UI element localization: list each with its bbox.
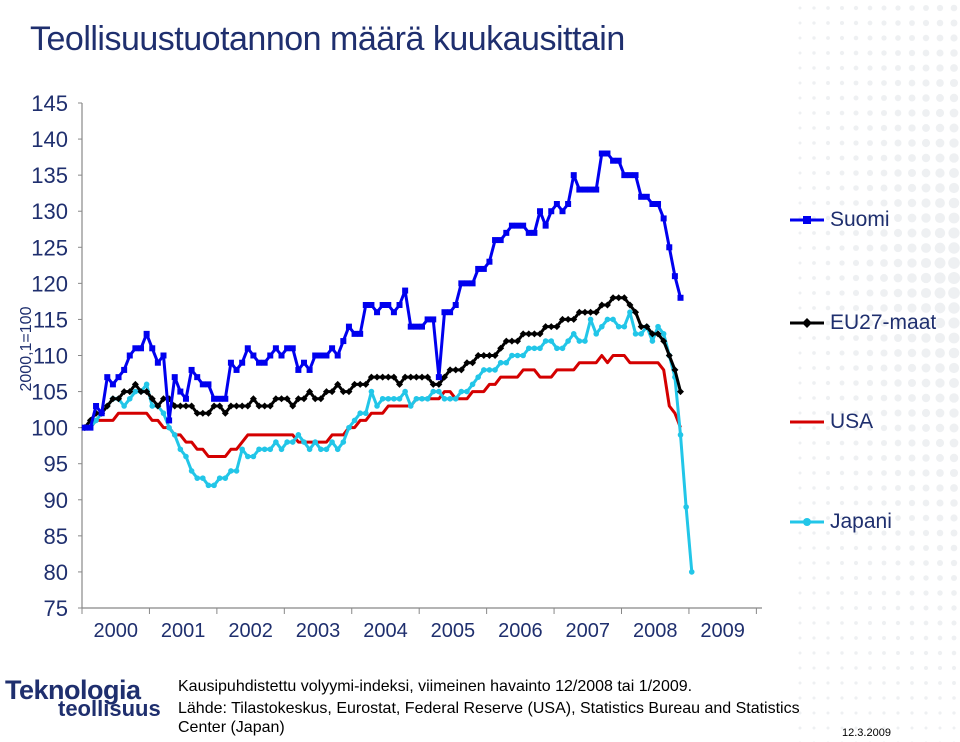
data-point-japani <box>565 338 571 344</box>
data-point-suomi <box>104 374 110 380</box>
page-title: Teollisuustuotannon määrä kuukausittain <box>30 20 625 58</box>
data-point-suomi <box>543 223 549 229</box>
data-point-japani <box>189 468 195 474</box>
data-point-suomi <box>576 187 582 193</box>
data-point-suomi <box>250 353 256 359</box>
data-point-suomi <box>588 187 594 193</box>
data-point-japani <box>492 367 498 373</box>
legend-label-eu27: EU27-maat <box>830 311 937 334</box>
y-tick-label: 105 <box>31 379 68 405</box>
legend-item-usa <box>790 407 873 437</box>
data-point-japani <box>256 446 262 452</box>
data-point-japani <box>459 389 465 395</box>
data-point-suomi <box>627 172 633 178</box>
data-point-suomi <box>217 396 223 402</box>
y-tick-label: 140 <box>31 127 68 153</box>
data-point-suomi <box>346 324 352 330</box>
logo-teollisuus: teollisuus <box>58 696 161 721</box>
data-point-japani <box>397 396 403 402</box>
data-point-suomi <box>559 208 565 214</box>
series-line-suomi <box>85 154 681 428</box>
data-point-japani <box>453 396 459 402</box>
data-point-suomi <box>262 360 268 366</box>
logo-teknologia: Teknologia <box>5 675 141 705</box>
data-point-suomi <box>520 223 526 229</box>
data-point-suomi <box>172 374 178 380</box>
data-point-suomi <box>408 324 414 330</box>
data-point-japani <box>121 403 127 409</box>
data-point-japani <box>273 439 279 445</box>
data-point-japani <box>324 446 330 452</box>
data-point-suomi <box>82 425 88 431</box>
data-point-suomi <box>638 194 644 200</box>
data-point-japani <box>419 396 425 402</box>
data-point-japani <box>430 389 436 395</box>
data-point-suomi <box>644 194 650 200</box>
data-point-suomi <box>621 172 627 178</box>
data-point-suomi <box>222 396 228 402</box>
data-point-japani <box>307 446 313 452</box>
data-point-suomi <box>430 316 436 322</box>
data-point-suomi <box>582 187 588 193</box>
legend-marker-eu27 <box>790 316 824 330</box>
data-point-japani <box>161 410 167 416</box>
data-point-japani <box>391 396 397 402</box>
data-point-suomi <box>121 367 127 373</box>
data-point-japani <box>582 338 588 344</box>
data-point-japani <box>228 468 234 474</box>
data-point-suomi <box>678 295 684 301</box>
data-point-suomi <box>290 345 296 351</box>
y-tick-label: 145 <box>31 91 68 116</box>
data-point-suomi <box>116 374 122 380</box>
data-point-japani <box>577 338 583 344</box>
data-point-japani <box>217 475 223 481</box>
data-point-japani <box>194 475 200 481</box>
data-point-suomi <box>419 324 425 330</box>
data-point-suomi <box>200 381 206 387</box>
data-point-suomi <box>531 230 537 236</box>
legend-label-usa: USA <box>830 410 874 433</box>
data-point-japani <box>627 309 633 315</box>
data-point-suomi <box>498 237 504 243</box>
data-point-suomi <box>352 331 358 337</box>
data-point-suomi <box>402 288 408 294</box>
data-point-japani <box>408 403 414 409</box>
data-point-suomi <box>177 389 183 395</box>
footer-note: Kausipuhdistettu volyymi-indeksi, viimeinen havainto 12/2008 tai 1/2009. <box>178 678 693 695</box>
legend-item-suomi <box>790 205 890 235</box>
data-point-suomi <box>447 309 453 315</box>
data-point-suomi <box>515 223 521 229</box>
data-point-japani <box>234 468 240 474</box>
data-point-japani <box>616 324 622 330</box>
data-point-suomi <box>464 280 470 286</box>
data-point-japani <box>183 454 189 460</box>
data-point-suomi <box>391 309 397 315</box>
data-point-japani <box>537 345 543 351</box>
data-point-japani <box>341 439 347 445</box>
y-tick-label: 110 <box>32 343 68 369</box>
data-point-japani <box>520 353 526 359</box>
data-point-japani <box>605 317 611 323</box>
x-tick-label: 2001 <box>160 620 206 642</box>
data-point-japani <box>425 396 431 402</box>
data-point-japani <box>329 439 335 445</box>
y-tick-label: 80 <box>43 559 68 585</box>
legend-marker-suomi <box>790 213 824 227</box>
data-point-suomi <box>329 345 335 351</box>
data-point-japani <box>599 324 605 330</box>
data-point-suomi <box>189 367 195 373</box>
data-point-suomi <box>295 367 301 373</box>
data-point-suomi <box>503 230 509 236</box>
data-point-japani <box>318 446 324 452</box>
data-point-japani <box>487 367 493 373</box>
data-point-japani <box>178 446 184 452</box>
data-point-japani <box>374 403 380 409</box>
data-point-suomi <box>256 360 262 366</box>
data-point-japani <box>554 345 560 351</box>
data-point-suomi <box>245 345 251 351</box>
data-point-suomi <box>301 360 307 366</box>
data-point-japani <box>267 446 273 452</box>
data-point-japani <box>548 338 554 344</box>
data-point-japani <box>166 425 172 431</box>
y-tick-label: 85 <box>43 523 68 549</box>
data-point-japani <box>442 396 448 402</box>
data-point-suomi <box>127 353 133 359</box>
x-tick-label: 2009 <box>700 620 745 642</box>
data-point-suomi <box>211 396 217 402</box>
data-point-japani <box>296 432 302 438</box>
data-point-japani <box>638 331 644 337</box>
data-point-japani <box>312 439 318 445</box>
data-point-suomi <box>441 309 447 315</box>
data-point-japani <box>436 389 442 395</box>
data-point-suomi <box>475 266 481 272</box>
data-point-japani <box>335 446 341 452</box>
data-point-japani <box>481 367 487 373</box>
data-point-suomi <box>183 396 189 402</box>
data-point-suomi <box>318 353 324 359</box>
data-point-suomi <box>436 374 442 380</box>
data-point-suomi <box>155 360 161 366</box>
data-point-japani <box>683 504 689 510</box>
data-point-japani <box>543 338 549 344</box>
data-point-suomi <box>234 367 240 373</box>
footer-source: Lähde: Tilastokeskus, Eurostat, Federal Reserve (USA), Statistics Bureau and Statistics Center (Japan) <box>178 700 800 736</box>
data-point-japani <box>678 432 684 438</box>
y-tick-label: 75 <box>43 596 68 621</box>
data-point-japani <box>622 324 628 330</box>
data-point-japani <box>503 360 509 366</box>
data-point-japani <box>509 353 515 359</box>
data-point-suomi <box>453 302 459 308</box>
data-point-japani <box>655 324 661 330</box>
data-point-suomi <box>672 273 678 279</box>
data-point-japani <box>515 353 521 359</box>
y-tick-label: 95 <box>43 451 68 477</box>
data-point-japani <box>357 410 363 416</box>
data-point-japani <box>149 403 155 409</box>
data-point-japani <box>346 425 352 431</box>
data-point-suomi <box>380 302 386 308</box>
footer-date: 12.3.2009 <box>842 727 891 739</box>
data-point-suomi <box>397 302 403 308</box>
data-point-japani <box>593 331 599 337</box>
data-point-suomi <box>666 244 672 250</box>
y-tick-label: 125 <box>31 235 68 261</box>
data-point-suomi <box>537 208 543 214</box>
x-tick-label: 2002 <box>228 620 273 642</box>
data-point-suomi <box>99 410 105 416</box>
data-point-japani <box>369 389 375 395</box>
data-point-suomi <box>633 172 639 178</box>
x-tick-label: 2007 <box>565 620 611 642</box>
data-point-suomi <box>363 302 369 308</box>
data-point-suomi <box>413 324 419 330</box>
data-point-japani <box>363 410 369 416</box>
data-point-japani <box>245 454 251 460</box>
data-point-japani <box>610 317 616 323</box>
data-point-suomi <box>604 151 610 157</box>
data-point-suomi <box>132 345 138 351</box>
data-point-suomi <box>610 158 616 164</box>
legend-marker-usa <box>790 415 824 429</box>
data-point-japani <box>352 418 358 424</box>
data-point-suomi <box>194 374 200 380</box>
data-point-suomi <box>239 360 245 366</box>
y-tick-label: 115 <box>32 307 68 333</box>
data-point-suomi <box>267 353 273 359</box>
data-point-japani <box>172 432 178 438</box>
data-point-suomi <box>273 345 279 351</box>
data-point-suomi <box>138 345 144 351</box>
data-point-japani <box>402 389 408 395</box>
data-point-japani <box>301 439 307 445</box>
data-point-japani <box>279 446 285 452</box>
legend-label-japani: Japani <box>830 510 892 533</box>
data-point-japani <box>560 345 566 351</box>
data-point-japani <box>633 331 639 337</box>
data-point-japani <box>464 389 470 395</box>
data-point-eu27-maat <box>677 388 684 395</box>
data-point-japani <box>661 331 667 337</box>
data-point-suomi <box>279 353 285 359</box>
data-point-japani <box>262 446 268 452</box>
data-point-suomi <box>492 237 498 243</box>
data-point-suomi <box>307 367 313 373</box>
data-point-suomi <box>526 230 532 236</box>
data-point-suomi <box>144 331 150 337</box>
data-point-suomi <box>565 201 571 207</box>
data-point-japani <box>588 317 594 323</box>
x-tick-label: 2005 <box>430 620 476 642</box>
data-point-japani <box>290 439 296 445</box>
data-point-suomi <box>649 201 655 207</box>
x-tick-label: 2003 <box>295 620 341 642</box>
data-point-suomi <box>385 302 391 308</box>
data-point-suomi <box>205 381 211 387</box>
data-point-suomi <box>655 201 661 207</box>
x-tick-label: 2006 <box>498 620 543 642</box>
data-point-japani <box>414 396 420 402</box>
data-point-suomi <box>458 280 464 286</box>
data-point-japani <box>206 483 212 489</box>
data-point-suomi <box>87 425 93 431</box>
data-point-suomi <box>166 417 172 423</box>
data-point-japani <box>532 345 538 351</box>
data-point-suomi <box>110 381 116 387</box>
data-point-suomi <box>661 215 667 221</box>
data-point-suomi <box>340 338 346 344</box>
data-point-suomi <box>486 259 492 265</box>
legend-marker-japani <box>790 515 824 529</box>
y-axis-label: 2000,1=100 <box>18 306 35 392</box>
data-point-suomi <box>374 309 380 315</box>
data-point-japani <box>251 454 257 460</box>
data-point-suomi <box>335 353 341 359</box>
data-point-japani <box>526 345 532 351</box>
y-tick-label: 135 <box>31 163 68 189</box>
legend-item-japani <box>790 507 892 537</box>
data-point-japani <box>133 389 139 395</box>
data-point-suomi <box>160 353 166 359</box>
data-point-suomi <box>357 331 363 337</box>
data-point-suomi <box>425 316 431 322</box>
data-point-japani <box>239 446 245 452</box>
data-point-japani <box>380 396 386 402</box>
data-point-suomi <box>599 151 605 157</box>
data-point-japani <box>223 475 229 481</box>
data-point-suomi <box>470 280 476 286</box>
data-point-suomi <box>593 187 599 193</box>
x-tick-label: 2008 <box>632 620 678 642</box>
data-point-suomi <box>228 360 234 366</box>
data-point-suomi <box>616 158 622 164</box>
data-point-japani <box>211 483 217 489</box>
y-tick-label: 90 <box>43 487 68 513</box>
data-point-suomi <box>509 223 515 229</box>
data-point-japani <box>385 396 391 402</box>
x-tick-label: 2004 <box>363 620 408 642</box>
data-point-suomi <box>571 172 577 178</box>
data-point-japani <box>144 382 150 388</box>
data-point-japani <box>200 475 206 481</box>
data-point-suomi <box>312 353 318 359</box>
data-point-japani <box>475 374 481 380</box>
y-tick-label: 120 <box>31 271 68 297</box>
data-point-suomi <box>548 208 554 214</box>
data-point-japani <box>571 331 577 337</box>
x-tick-label: 2000 <box>93 620 138 642</box>
data-point-japani <box>447 396 453 402</box>
data-point-japani <box>284 439 290 445</box>
legend-label-suomi: Suomi <box>830 208 890 231</box>
data-point-suomi <box>368 302 374 308</box>
y-tick-label: 130 <box>31 199 68 225</box>
data-point-japani <box>650 338 656 344</box>
data-point-japani <box>127 396 133 402</box>
data-point-suomi <box>323 353 329 359</box>
series-line-japani <box>85 312 692 572</box>
data-point-suomi <box>93 403 99 409</box>
data-point-japani <box>498 360 504 366</box>
data-point-suomi <box>481 266 487 272</box>
y-tick-label: 100 <box>31 415 68 441</box>
legend-item-eu27 <box>790 308 936 338</box>
data-point-suomi <box>149 345 155 351</box>
data-point-japani <box>470 382 476 388</box>
data-point-suomi <box>554 201 560 207</box>
data-point-japani <box>689 569 695 575</box>
data-point-suomi <box>284 345 290 351</box>
